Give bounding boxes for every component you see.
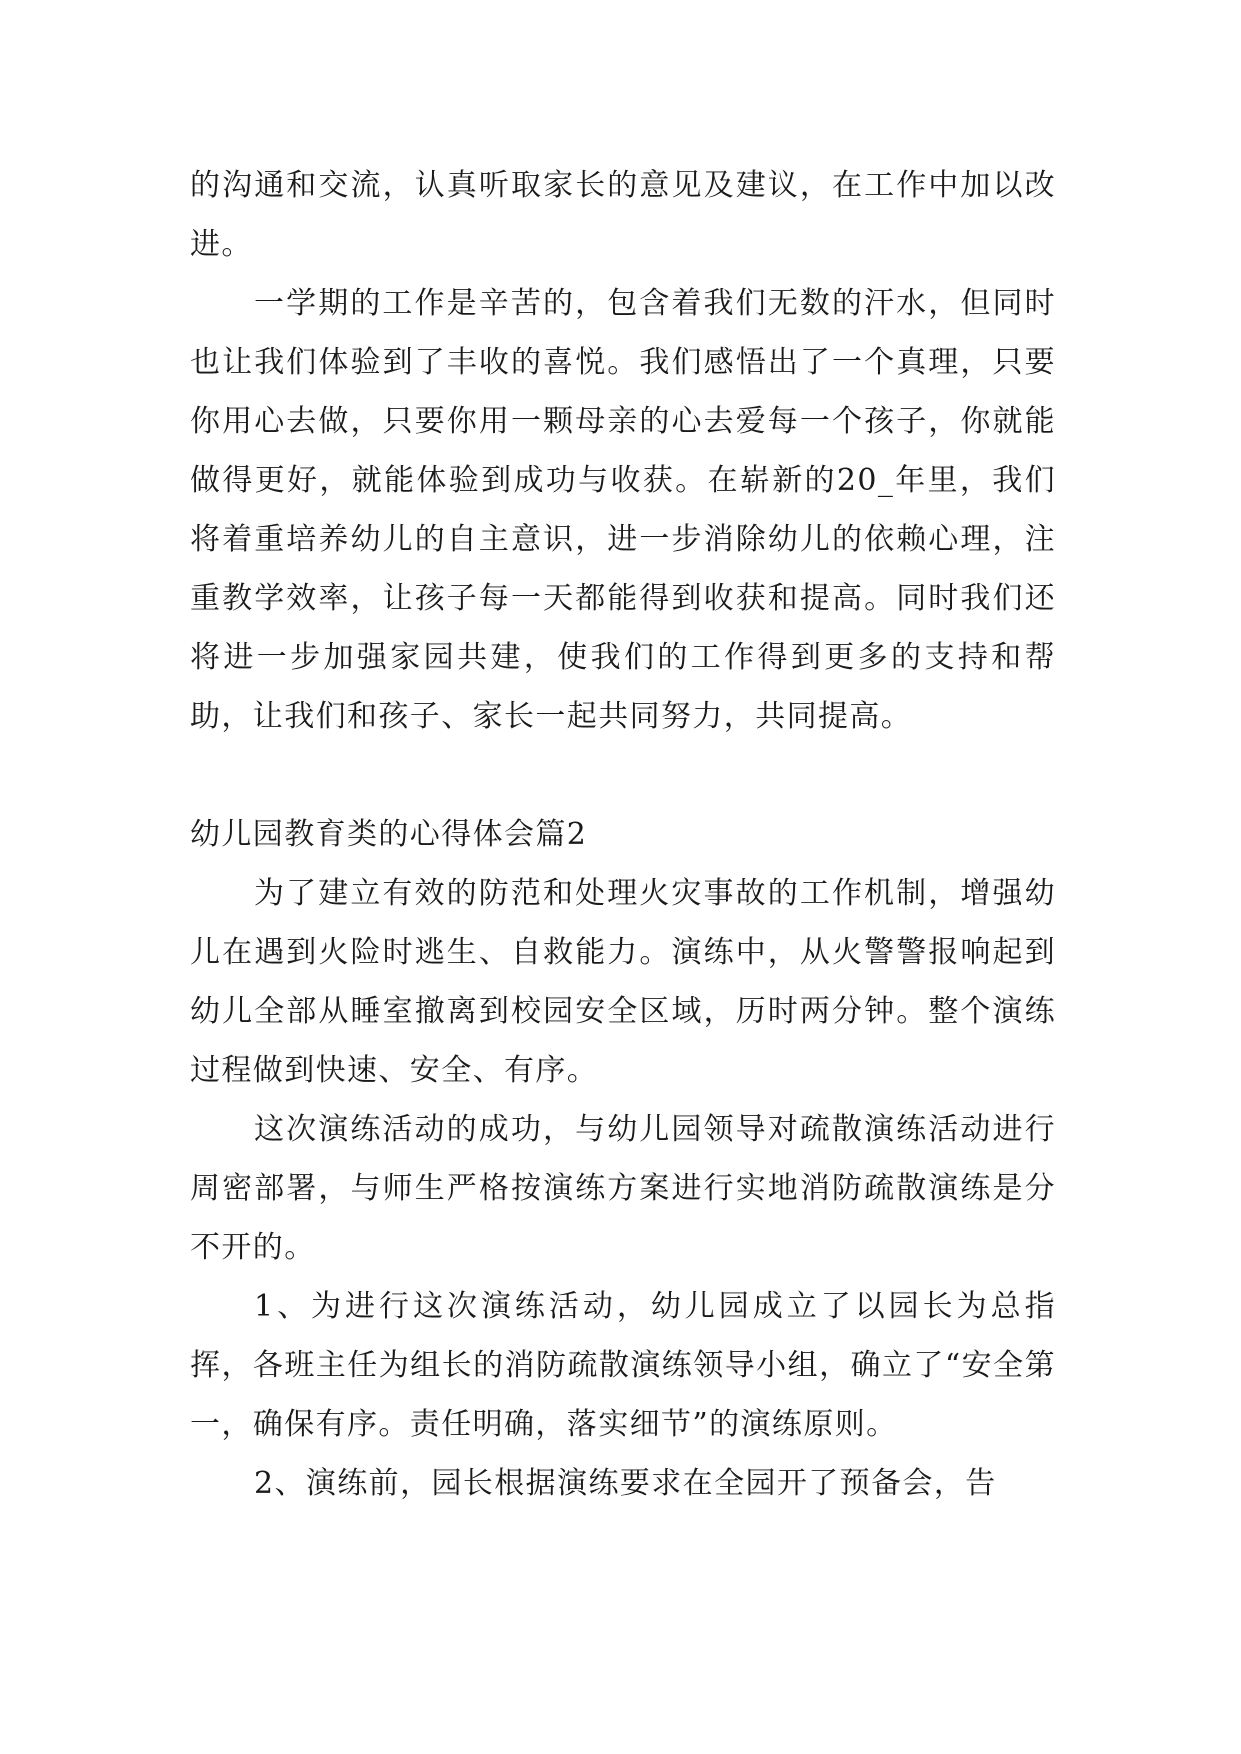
paragraph-continuation: 的沟通和交流，认真听取家长的意见及建议，在工作中加以改进。 [190, 168, 1056, 262]
paragraph-point-1: 1、为进行这次演练活动，幼儿园成立了以园长为总指挥，各班主任为组长的消防疏散演练领导小组，确立了“安全第一，确保有序。责任明确，落实细节”的演练原则。 [190, 1289, 1056, 1442]
section-spacer [190, 746, 1056, 805]
paragraph-intro: 为了建立有效的防范和处理火灾事故的工作机制，增强幼儿在遇到火险时逃生、自救能力。演练中，从火警警报响起到幼儿全部从睡室撤离到校园安全区域，历时两分钟。整个演练过程做到快速、安全、有序。 [190, 876, 1056, 1088]
document-body [190, 156, 1056, 1513]
paragraph-point-2: 2、演练前，园长根据演练要求在全园开了预备会，告 [254, 1466, 997, 1501]
paragraph-success: 这次演练活动的成功，与幼儿园领导对疏散演练活动进行周密部署，与师生严格按演练方案进行实地消防疏散演练是分不开的。 [190, 1112, 1056, 1265]
paragraph-summary: 一学期的工作是辛苦的，包含着我们无数的汗水，但同时也让我们体验到了丰收的喜悦。我们感悟出了一个真理，只要你用心去做，只要你用一颗母亲的心去爱每一个孩子，你就能做得更好，就能体验到成功与收获。在崭新的20_年里，我们将着重培养幼儿的自主意识，进一步消除幼儿的依赖心理，注重教学效率，让孩子每一天都能得到收获和提高。同时我们还将进一步加强家园共建，使我们的工作得到更多的支持和帮助，让我们和孩子、家长一起共同努力，共同提高。 [190, 286, 1056, 734]
section-heading: 幼儿园教育类的心得体会篇2 [190, 817, 588, 852]
